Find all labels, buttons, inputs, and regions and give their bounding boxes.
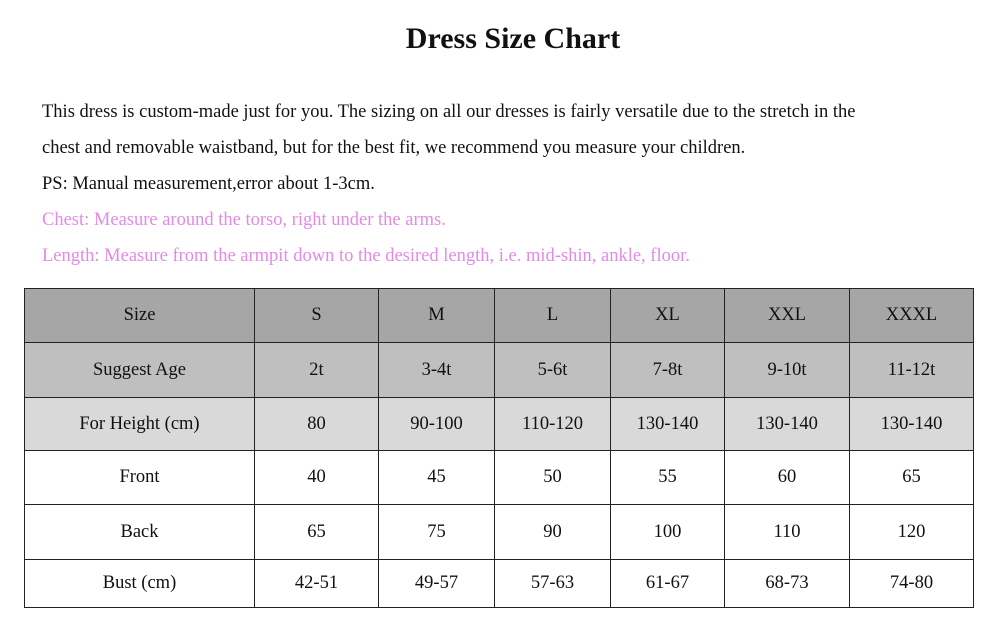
table-cell: 49-57	[379, 560, 495, 608]
table-cell: 68-73	[725, 560, 850, 608]
page-title: Dress Size Chart	[405, 22, 621, 55]
table-cell: 65	[255, 505, 379, 560]
table-cell: 9-10t	[725, 343, 850, 398]
table-cell: 65	[850, 451, 974, 505]
table-cell: 130-140	[850, 398, 974, 451]
table-cell: 90-100	[379, 398, 495, 451]
table-cell: 3-4t	[379, 343, 495, 398]
table-cell: 130-140	[611, 398, 725, 451]
row-label: Bust (cm)	[25, 560, 255, 608]
intro-text-line-1: This dress is custom-made just for you. The sizing on all our dresses is fairly versatile due to the stretch in the	[42, 102, 856, 122]
table-cell: 120	[850, 505, 974, 560]
table-cell: XXXL	[850, 289, 974, 343]
row-label: Front	[25, 451, 255, 505]
table-row	[25, 505, 974, 560]
table-cell: 50	[495, 451, 611, 505]
table-cell: XXL	[725, 289, 850, 343]
table-cell: 60	[725, 451, 850, 505]
table-cell: 42-51	[255, 560, 379, 608]
table-cell: L	[495, 289, 611, 343]
table-cell: 100	[611, 505, 725, 560]
table-row	[25, 398, 974, 451]
table-cell: S	[255, 289, 379, 343]
table-cell: 61-67	[611, 560, 725, 608]
intro-text-line-2: chest and removable waistband, but for the best fit, we recommend you measure your children.	[42, 138, 746, 158]
chest-instruction: Chest: Measure around the torso, right under the arms.	[42, 210, 446, 230]
table-cell: 75	[379, 505, 495, 560]
table-cell: 40	[255, 451, 379, 505]
table-header-row	[25, 289, 974, 343]
table-cell: 7-8t	[611, 343, 725, 398]
table-row	[25, 560, 974, 608]
table-cell: 110	[725, 505, 850, 560]
size-chart-table	[24, 288, 974, 608]
table-cell: 11-12t	[850, 343, 974, 398]
table-cell: 80	[255, 398, 379, 451]
table-cell: 110-120	[495, 398, 611, 451]
row-label: Suggest Age	[25, 343, 255, 398]
length-instruction: Length: Measure from the armpit down to the desired length, i.e. mid-shin, ankle, floor.	[42, 246, 690, 266]
table-cell: 55	[611, 451, 725, 505]
table-cell: 130-140	[725, 398, 850, 451]
row-label: For Height (cm)	[25, 398, 255, 451]
table-cell: 74-80	[850, 560, 974, 608]
table-row	[25, 343, 974, 398]
table-cell: 2t	[255, 343, 379, 398]
table-cell: XL	[611, 289, 725, 343]
ps-note: PS: Manual measurement,error about 1-3cm.	[42, 174, 375, 194]
table-cell: 57-63	[495, 560, 611, 608]
table-cell: 45	[379, 451, 495, 505]
table-row	[25, 451, 974, 505]
table-cell: 90	[495, 505, 611, 560]
table-cell: M	[379, 289, 495, 343]
row-label: Size	[25, 289, 255, 343]
row-label: Back	[25, 505, 255, 560]
table-cell: 5-6t	[495, 343, 611, 398]
